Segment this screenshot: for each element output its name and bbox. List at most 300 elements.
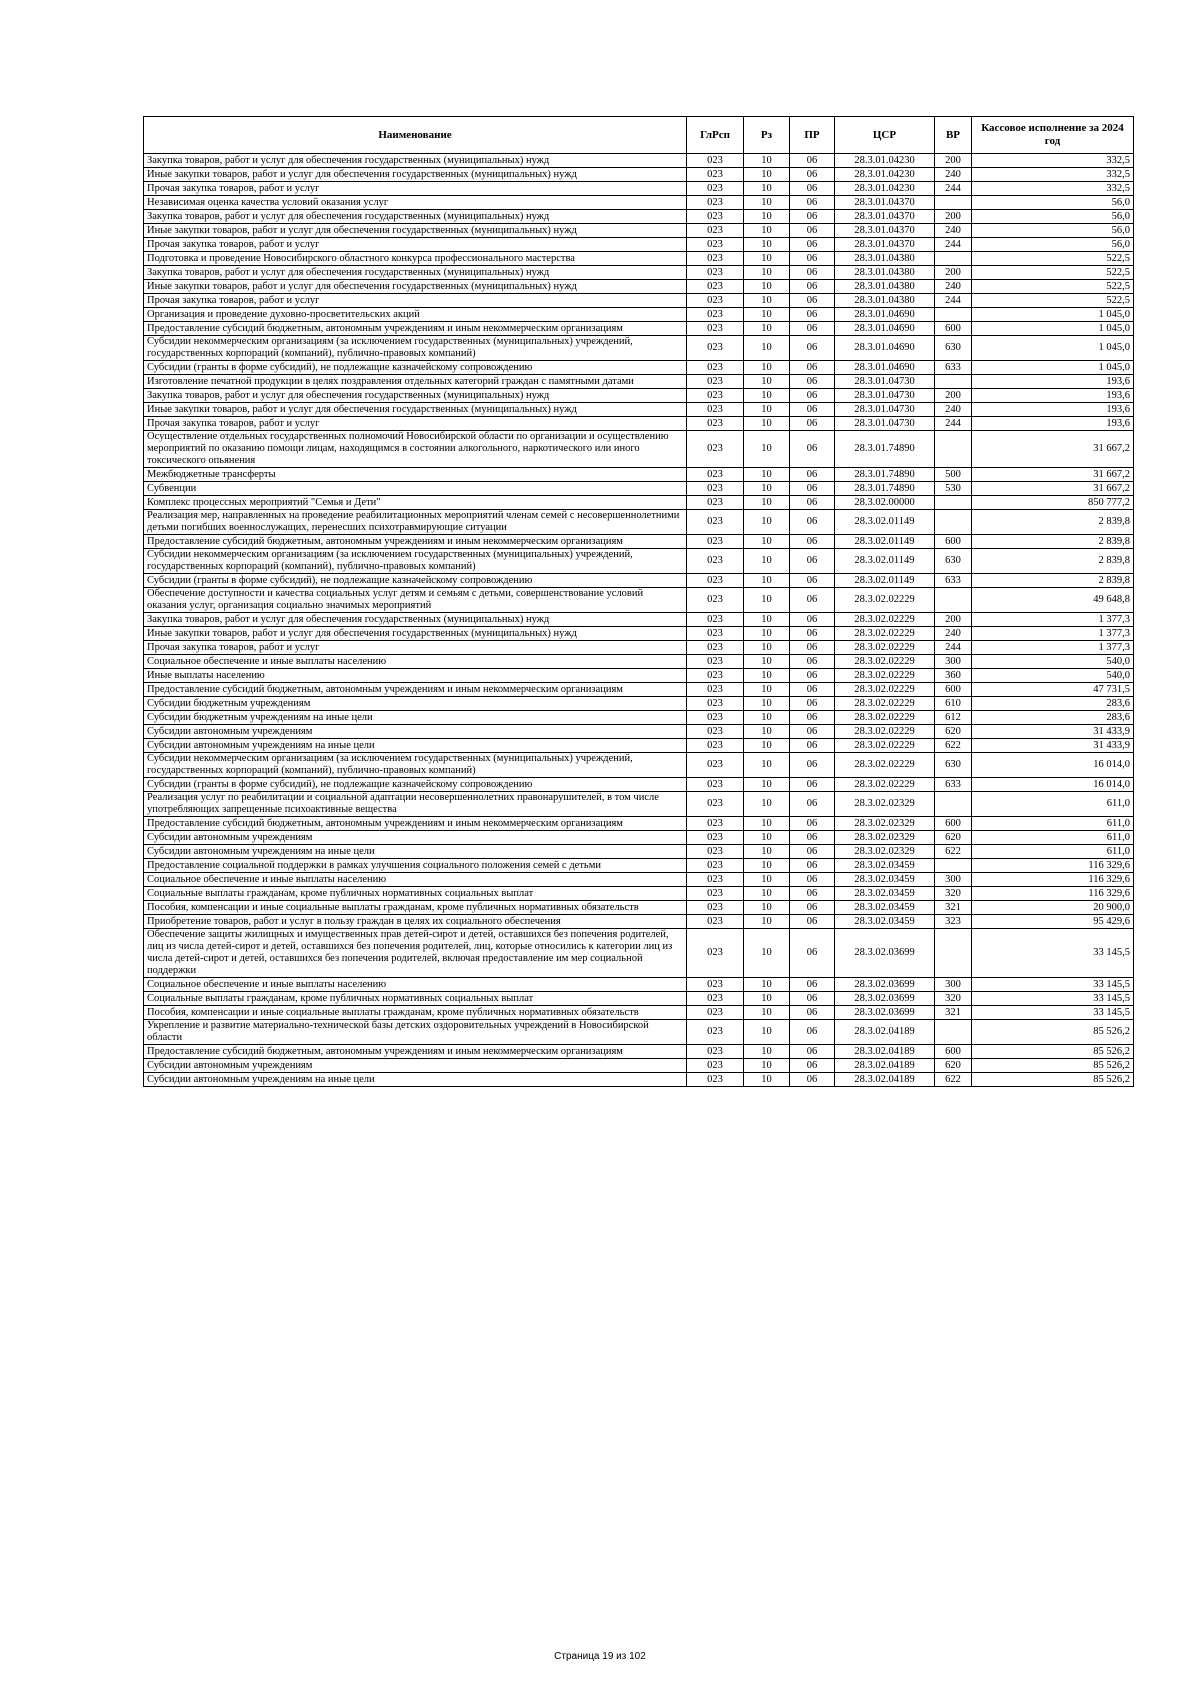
row-csr: 28.3.01.04730 — [835, 403, 935, 417]
row-pr: 06 — [790, 588, 835, 613]
row-grs: 023 — [687, 1006, 744, 1020]
table-row — [144, 1059, 1134, 1073]
row-rz: 10 — [744, 168, 790, 182]
header-rz: Рз — [744, 117, 790, 154]
row-rz: 10 — [744, 1020, 790, 1045]
row-csr: 28.3.01.74890 — [835, 431, 935, 468]
table-row — [144, 655, 1134, 669]
table-row — [144, 739, 1134, 753]
row-vr: 620 — [935, 1059, 972, 1073]
row-rz: 10 — [744, 915, 790, 929]
row-vr: 240 — [935, 627, 972, 641]
row-amount: 49 648,8 — [972, 588, 1134, 613]
table-row — [144, 182, 1134, 196]
table-row — [144, 294, 1134, 308]
row-vr — [935, 929, 972, 978]
row-name: Предоставление субсидий бюджетным, автономным учреждениям и иным некоммерческим организациям — [144, 817, 687, 831]
row-vr — [935, 496, 972, 510]
row-rz: 10 — [744, 845, 790, 859]
row-name: Субсидии бюджетным учреждениям — [144, 697, 687, 711]
row-rz: 10 — [744, 683, 790, 697]
row-vr: 321 — [935, 1006, 972, 1020]
row-name: Иные закупки товаров, работ и услуг для обеспечения государственных (муниципальных) нужд — [144, 403, 687, 417]
row-vr: 244 — [935, 238, 972, 252]
row-amount: 85 526,2 — [972, 1045, 1134, 1059]
row-rz: 10 — [744, 389, 790, 403]
row-rz: 10 — [744, 308, 790, 322]
table-row — [144, 778, 1134, 792]
row-pr: 06 — [790, 978, 835, 992]
row-csr: 28.3.02.02229 — [835, 725, 935, 739]
row-grs: 023 — [687, 549, 744, 574]
row-name: Субсидии (гранты в форме субсидий), не подлежащие казначейскому сопровождению — [144, 574, 687, 588]
row-pr: 06 — [790, 168, 835, 182]
row-amount: 2 839,8 — [972, 535, 1134, 549]
table-row — [144, 725, 1134, 739]
row-amount: 193,6 — [972, 417, 1134, 431]
table-row — [144, 375, 1134, 389]
table-row — [144, 915, 1134, 929]
row-pr: 06 — [790, 1073, 835, 1087]
table-row — [144, 389, 1134, 403]
row-amount: 31 433,9 — [972, 739, 1134, 753]
row-rz: 10 — [744, 482, 790, 496]
row-name: Предоставление субсидий бюджетным, автономным учреждениям и иным некоммерческим организациям — [144, 535, 687, 549]
row-rz: 10 — [744, 266, 790, 280]
table-row — [144, 711, 1134, 725]
row-vr: 633 — [935, 574, 972, 588]
row-grs: 023 — [687, 845, 744, 859]
row-csr: 28.3.01.04230 — [835, 182, 935, 196]
row-rz: 10 — [744, 873, 790, 887]
row-vr: 200 — [935, 210, 972, 224]
table-row — [144, 845, 1134, 859]
row-amount: 56,0 — [972, 210, 1134, 224]
row-grs: 023 — [687, 887, 744, 901]
row-name: Субсидии (гранты в форме субсидий), не подлежащие казначейскому сопровождению — [144, 778, 687, 792]
row-vr: 633 — [935, 778, 972, 792]
row-csr: 28.3.01.04370 — [835, 224, 935, 238]
row-rz: 10 — [744, 361, 790, 375]
row-name: Иные закупки товаров, работ и услуг для обеспечения государственных (муниципальных) нужд — [144, 224, 687, 238]
table-row — [144, 431, 1134, 468]
table-row — [144, 322, 1134, 336]
row-name: Социальное обеспечение и иные выплаты населению — [144, 978, 687, 992]
row-vr — [935, 308, 972, 322]
row-amount: 16 014,0 — [972, 778, 1134, 792]
row-pr: 06 — [790, 549, 835, 574]
row-name: Субсидии автономным учреждениям на иные цели — [144, 845, 687, 859]
table-row — [144, 753, 1134, 778]
row-csr: 28.3.02.02229 — [835, 613, 935, 627]
row-grs: 023 — [687, 336, 744, 361]
row-name: Предоставление субсидий бюджетным, автономным учреждениям и иным некоммерческим организациям — [144, 683, 687, 697]
table-row — [144, 496, 1134, 510]
row-rz: 10 — [744, 792, 790, 817]
row-name: Социальные выплаты гражданам, кроме публичных нормативных социальных выплат — [144, 887, 687, 901]
row-amount: 283,6 — [972, 711, 1134, 725]
table-row — [144, 992, 1134, 1006]
row-pr: 06 — [790, 739, 835, 753]
row-grs: 023 — [687, 510, 744, 535]
table-row — [144, 669, 1134, 683]
row-name: Субсидии автономным учреждениям на иные цели — [144, 1073, 687, 1087]
row-grs: 023 — [687, 613, 744, 627]
row-name: Изготовление печатной продукции в целях поздравления отдельных категорий граждан с памятными датами — [144, 375, 687, 389]
row-csr: 28.3.02.03699 — [835, 978, 935, 992]
row-vr: 530 — [935, 482, 972, 496]
row-amount: 1 045,0 — [972, 322, 1134, 336]
row-grs: 023 — [687, 168, 744, 182]
row-csr: 28.3.01.04730 — [835, 389, 935, 403]
row-rz: 10 — [744, 1006, 790, 1020]
row-vr: 300 — [935, 873, 972, 887]
table-row — [144, 196, 1134, 210]
row-name: Закупка товаров, работ и услуг для обеспечения государственных (муниципальных) нужд — [144, 154, 687, 168]
row-vr: 320 — [935, 992, 972, 1006]
row-pr: 06 — [790, 238, 835, 252]
row-grs: 023 — [687, 154, 744, 168]
row-name: Иные закупки товаров, работ и услуг для обеспечения государственных (муниципальных) нужд — [144, 627, 687, 641]
row-name: Комплекс процессных мероприятий "Семья и Дети" — [144, 496, 687, 510]
row-name: Организация и проведение духовно-просветительских акций — [144, 308, 687, 322]
row-rz: 10 — [744, 510, 790, 535]
row-grs: 023 — [687, 482, 744, 496]
row-rz: 10 — [744, 859, 790, 873]
row-csr: 28.3.02.02229 — [835, 655, 935, 669]
row-rz: 10 — [744, 417, 790, 431]
row-vr — [935, 588, 972, 613]
row-csr: 28.3.01.74890 — [835, 468, 935, 482]
row-vr: 600 — [935, 683, 972, 697]
row-pr: 06 — [790, 322, 835, 336]
row-vr: 240 — [935, 280, 972, 294]
row-grs: 023 — [687, 627, 744, 641]
row-grs: 023 — [687, 308, 744, 322]
header-grs: ГлРсп — [687, 117, 744, 154]
row-name: Субсидии автономным учреждениям — [144, 725, 687, 739]
row-pr: 06 — [790, 403, 835, 417]
row-amount: 522,5 — [972, 266, 1134, 280]
budget-execution-table — [143, 116, 1134, 1087]
row-pr: 06 — [790, 753, 835, 778]
row-vr: 630 — [935, 753, 972, 778]
row-pr: 06 — [790, 683, 835, 697]
row-amount: 522,5 — [972, 294, 1134, 308]
row-pr: 06 — [790, 929, 835, 978]
row-grs: 023 — [687, 403, 744, 417]
row-vr — [935, 510, 972, 535]
table-row — [144, 1020, 1134, 1045]
row-grs: 023 — [687, 196, 744, 210]
row-rz: 10 — [744, 817, 790, 831]
row-pr: 06 — [790, 1020, 835, 1045]
row-grs: 023 — [687, 294, 744, 308]
row-rz: 10 — [744, 753, 790, 778]
table-row — [144, 266, 1134, 280]
row-pr: 06 — [790, 389, 835, 403]
row-csr: 28.3.02.02229 — [835, 778, 935, 792]
row-rz: 10 — [744, 496, 790, 510]
row-vr: 240 — [935, 403, 972, 417]
row-name: Закупка товаров, работ и услуг для обеспечения государственных (муниципальных) нужд — [144, 210, 687, 224]
row-vr: 200 — [935, 613, 972, 627]
row-grs: 023 — [687, 683, 744, 697]
row-csr: 28.3.01.04230 — [835, 168, 935, 182]
row-pr: 06 — [790, 1059, 835, 1073]
row-csr: 28.3.02.03699 — [835, 929, 935, 978]
row-pr: 06 — [790, 482, 835, 496]
row-rz: 10 — [744, 978, 790, 992]
row-name: Предоставление субсидий бюджетным, автономным учреждениям и иным некоммерческим организациям — [144, 322, 687, 336]
row-rz: 10 — [744, 778, 790, 792]
table-row — [144, 792, 1134, 817]
table-row — [144, 403, 1134, 417]
row-vr: 622 — [935, 845, 972, 859]
row-amount: 850 777,2 — [972, 496, 1134, 510]
row-grs: 023 — [687, 375, 744, 389]
row-vr: 300 — [935, 978, 972, 992]
row-rz: 10 — [744, 535, 790, 549]
row-pr: 06 — [790, 859, 835, 873]
row-pr: 06 — [790, 831, 835, 845]
row-grs: 023 — [687, 778, 744, 792]
row-csr: 28.3.02.00000 — [835, 496, 935, 510]
row-grs: 023 — [687, 535, 744, 549]
table-row — [144, 641, 1134, 655]
table-row — [144, 549, 1134, 574]
row-grs: 023 — [687, 655, 744, 669]
row-name: Осуществление отдельных государственных полномочий Новосибирской области по организации и осуществлению мероприятий по оказанию помощи лицам, находящимся в состоянии алкогольного, наркотического или иного токсического опьянения — [144, 431, 687, 468]
table-row — [144, 168, 1134, 182]
row-amount: 193,6 — [972, 389, 1134, 403]
row-pr: 06 — [790, 778, 835, 792]
row-csr: 28.3.02.02229 — [835, 588, 935, 613]
row-amount: 116 329,6 — [972, 887, 1134, 901]
row-rz: 10 — [744, 669, 790, 683]
row-csr: 28.3.01.04690 — [835, 308, 935, 322]
table-row — [144, 1045, 1134, 1059]
row-amount: 33 145,5 — [972, 978, 1134, 992]
row-pr: 06 — [790, 613, 835, 627]
row-grs: 023 — [687, 739, 744, 753]
row-amount: 56,0 — [972, 196, 1134, 210]
row-name: Субсидии бюджетным учреждениям на иные цели — [144, 711, 687, 725]
table-row — [144, 510, 1134, 535]
row-pr: 06 — [790, 154, 835, 168]
row-csr: 28.3.01.04690 — [835, 361, 935, 375]
row-csr: 28.3.02.04189 — [835, 1059, 935, 1073]
row-rz: 10 — [744, 224, 790, 238]
row-pr: 06 — [790, 252, 835, 266]
row-csr: 28.3.02.02329 — [835, 831, 935, 845]
row-vr — [935, 792, 972, 817]
row-name: Закупка товаров, работ и услуг для обеспечения государственных (муниципальных) нужд — [144, 266, 687, 280]
table-row — [144, 224, 1134, 238]
row-csr: 28.3.01.04690 — [835, 336, 935, 361]
row-csr: 28.3.01.04370 — [835, 238, 935, 252]
row-name: Реализация услуг по реабилитации и социальной адаптации несовершеннолетних правонарушителей, в том числе употребляющих запрещенные психоактивные вещества — [144, 792, 687, 817]
row-rz: 10 — [744, 641, 790, 655]
row-rz: 10 — [744, 697, 790, 711]
row-pr: 06 — [790, 266, 835, 280]
row-vr: 323 — [935, 915, 972, 929]
row-vr: 620 — [935, 831, 972, 845]
row-vr — [935, 431, 972, 468]
row-pr: 06 — [790, 873, 835, 887]
table-row — [144, 831, 1134, 845]
table-row — [144, 308, 1134, 322]
row-name: Пособия, компенсации и иные социальные выплаты гражданам, кроме публичных нормативных обязательств — [144, 1006, 687, 1020]
row-rz: 10 — [744, 929, 790, 978]
table-row — [144, 417, 1134, 431]
row-name: Предоставление социальной поддержки в рамках улучшения социального положения семей с детьми — [144, 859, 687, 873]
row-pr: 06 — [790, 627, 835, 641]
row-csr: 28.3.01.04370 — [835, 196, 935, 210]
row-vr: 600 — [935, 817, 972, 831]
row-vr: 622 — [935, 1073, 972, 1087]
row-vr: 244 — [935, 641, 972, 655]
row-pr: 06 — [790, 182, 835, 196]
row-name: Субсидии автономным учреждениям на иные цели — [144, 739, 687, 753]
row-rz: 10 — [744, 655, 790, 669]
row-grs: 023 — [687, 753, 744, 778]
row-name: Прочая закупка товаров, работ и услуг — [144, 238, 687, 252]
header-vr: ВР — [935, 117, 972, 154]
table-row — [144, 468, 1134, 482]
row-rz: 10 — [744, 375, 790, 389]
row-pr: 06 — [790, 196, 835, 210]
row-name: Подготовка и проведение Новосибирского областного конкурса профессионального мастерства — [144, 252, 687, 266]
row-vr: 500 — [935, 468, 972, 482]
table-row — [144, 627, 1134, 641]
row-csr: 28.3.02.03459 — [835, 859, 935, 873]
row-csr: 28.3.02.03699 — [835, 1006, 935, 1020]
row-amount: 522,5 — [972, 280, 1134, 294]
row-amount: 1 045,0 — [972, 336, 1134, 361]
row-grs: 023 — [687, 322, 744, 336]
row-grs: 023 — [687, 361, 744, 375]
row-pr: 06 — [790, 510, 835, 535]
row-amount: 85 526,2 — [972, 1073, 1134, 1087]
row-csr: 28.3.02.02229 — [835, 683, 935, 697]
row-vr — [935, 196, 972, 210]
row-pr: 06 — [790, 417, 835, 431]
row-csr: 28.3.02.01149 — [835, 535, 935, 549]
row-csr: 28.3.02.02229 — [835, 669, 935, 683]
row-pr: 06 — [790, 496, 835, 510]
row-vr: 240 — [935, 168, 972, 182]
table-row — [144, 361, 1134, 375]
row-pr: 06 — [790, 887, 835, 901]
row-rz: 10 — [744, 182, 790, 196]
row-grs: 023 — [687, 1020, 744, 1045]
row-grs: 023 — [687, 210, 744, 224]
row-vr: 360 — [935, 669, 972, 683]
row-amount: 20 900,0 — [972, 901, 1134, 915]
row-rz: 10 — [744, 1059, 790, 1073]
header-amount: Кассовое исполнение за 2024 год — [972, 117, 1134, 154]
row-pr: 06 — [790, 817, 835, 831]
row-amount: 193,6 — [972, 375, 1134, 389]
row-amount: 540,0 — [972, 655, 1134, 669]
row-grs: 023 — [687, 697, 744, 711]
row-vr — [935, 375, 972, 389]
row-grs: 023 — [687, 992, 744, 1006]
row-name: Иные закупки товаров, работ и услуг для обеспечения государственных (муниципальных) нужд — [144, 280, 687, 294]
row-pr: 06 — [790, 641, 835, 655]
row-csr: 28.3.01.04690 — [835, 322, 935, 336]
row-name: Обеспечение защиты жилищных и имущественных прав детей-сирот и детей, оставшихся без попечения родителей, лиц из числа детей-сирот и детей, оставшихся без попечения родителей, лиц, которые относились к категории лиц из числа детей-сирот и детей, оставшихся без попечения родителей, включая предоставление им мер социальной поддержки — [144, 929, 687, 978]
row-amount: 56,0 — [972, 238, 1134, 252]
row-amount: 85 526,2 — [972, 1059, 1134, 1073]
row-name: Реализация мер, направленных на проведение реабилитационных мероприятий членам семей с несовершеннолетними детьми погибших военнослужащих, перенесших психотравмирующие ситуации — [144, 510, 687, 535]
row-vr: 633 — [935, 361, 972, 375]
row-grs: 023 — [687, 182, 744, 196]
row-rz: 10 — [744, 210, 790, 224]
row-grs: 023 — [687, 873, 744, 887]
row-vr — [935, 859, 972, 873]
row-name: Обеспечение доступности и качества социальных услуг детям и семьям с детьми, совершенствование условий оказания услуг, организация социально значимых мероприятий — [144, 588, 687, 613]
row-pr: 06 — [790, 574, 835, 588]
row-vr: 320 — [935, 887, 972, 901]
row-csr: 28.3.02.02229 — [835, 739, 935, 753]
row-grs: 023 — [687, 1045, 744, 1059]
row-grs: 023 — [687, 641, 744, 655]
row-amount: 522,5 — [972, 252, 1134, 266]
row-amount: 332,5 — [972, 182, 1134, 196]
row-pr: 06 — [790, 901, 835, 915]
row-name: Прочая закупка товаров, работ и услуг — [144, 182, 687, 196]
row-pr: 06 — [790, 992, 835, 1006]
row-csr: 28.3.02.02329 — [835, 845, 935, 859]
row-name: Субсидии некоммерческим организациям (за исключением государственных (муниципальных) учреждений, государственных корпораций (компаний), публично-правовых компаний) — [144, 336, 687, 361]
row-pr: 06 — [790, 294, 835, 308]
row-vr: 600 — [935, 535, 972, 549]
row-rz: 10 — [744, 739, 790, 753]
row-vr: 620 — [935, 725, 972, 739]
page-number: Страница 19 из 102 — [554, 1651, 646, 1662]
row-grs: 023 — [687, 417, 744, 431]
row-rz: 10 — [744, 1045, 790, 1059]
row-csr: 28.3.02.02329 — [835, 792, 935, 817]
row-csr: 28.3.02.04189 — [835, 1045, 935, 1059]
row-csr: 28.3.02.02329 — [835, 817, 935, 831]
row-pr: 06 — [790, 308, 835, 322]
row-name: Социальное обеспечение и иные выплаты населению — [144, 873, 687, 887]
row-rz: 10 — [744, 901, 790, 915]
row-amount: 116 329,6 — [972, 859, 1134, 873]
row-pr: 06 — [790, 792, 835, 817]
header-pr: ПР — [790, 117, 835, 154]
row-pr: 06 — [790, 1045, 835, 1059]
row-vr: 200 — [935, 266, 972, 280]
table-row — [144, 574, 1134, 588]
row-csr: 28.3.01.04730 — [835, 375, 935, 389]
row-name: Предоставление субсидий бюджетным, автономным учреждениям и иным некоммерческим организациям — [144, 1045, 687, 1059]
row-vr: 600 — [935, 322, 972, 336]
row-name: Субвенции — [144, 482, 687, 496]
row-name: Субсидии некоммерческим организациям (за исключением государственных (муниципальных) учреждений, государственных корпораций (компаний), публично-правовых компаний) — [144, 753, 687, 778]
row-name: Прочая закупка товаров, работ и услуг — [144, 294, 687, 308]
row-amount: 1 377,3 — [972, 641, 1134, 655]
row-name: Социальное обеспечение и иные выплаты населению — [144, 655, 687, 669]
table-row — [144, 1073, 1134, 1087]
row-grs: 023 — [687, 859, 744, 873]
row-amount: 193,6 — [972, 403, 1134, 417]
row-amount: 33 145,5 — [972, 1006, 1134, 1020]
row-grs: 023 — [687, 1073, 744, 1087]
